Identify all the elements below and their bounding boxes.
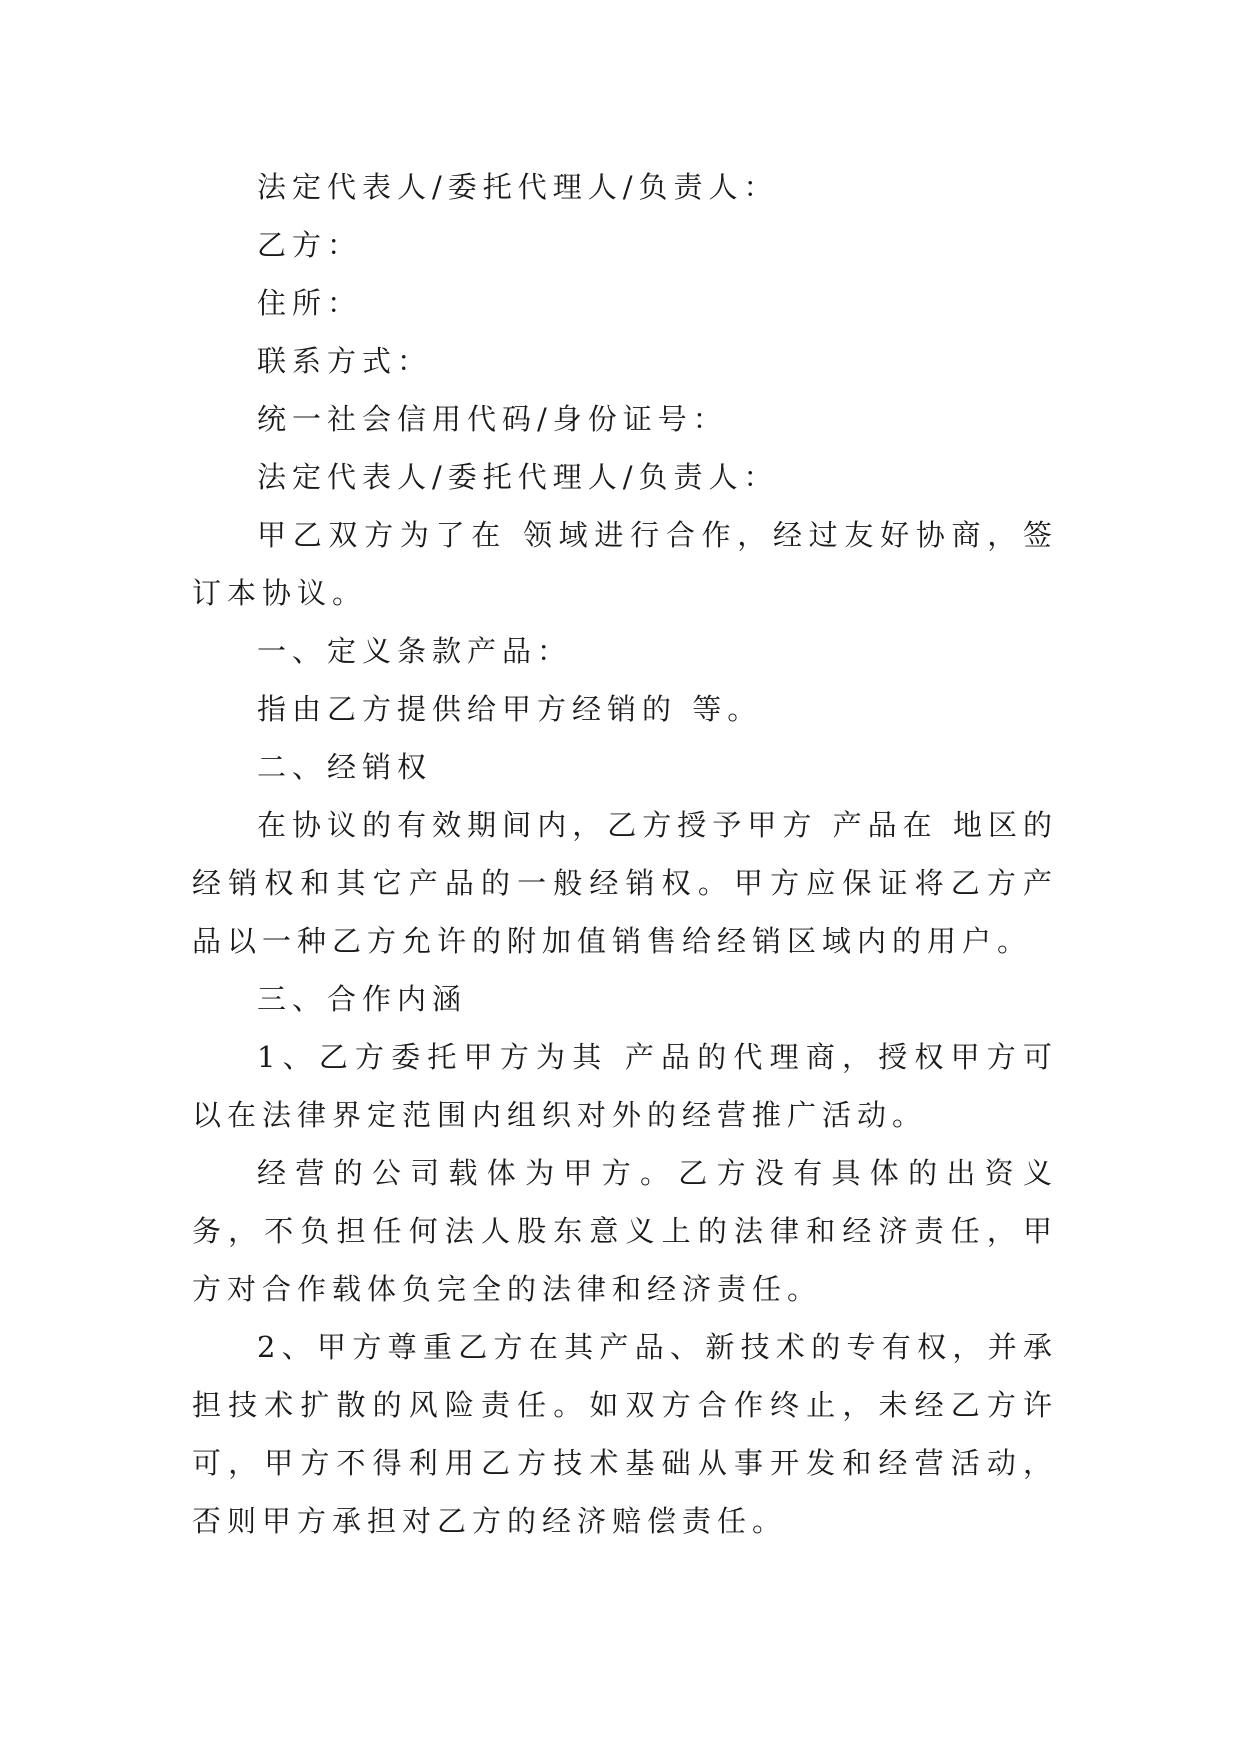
paragraph-legal-rep-a: 法定代表人/委托代理人/负责人：: [257, 170, 779, 204]
paragraph-distribution-rights: 在协议的有效期间内，乙方授予甲方 产品在 地区的经销权和其它产品的一般经销权。甲方应保证将乙方产品以一种乙方允许的附加值销售给经销区域内的用户。: [192, 808, 1058, 958]
section-heading-cooperation: 三、合作内涵: [257, 982, 468, 1016]
paragraph-preamble: 甲乙双方为了在 领域进行合作，经过友好协商，签订本协议。: [192, 518, 1058, 610]
paragraph-address: 住所：: [257, 286, 363, 320]
paragraph-product-definition: 指由乙方提供给甲方经销的 等。: [257, 692, 763, 726]
paragraph-cooperation-2: 2、甲方尊重乙方在其产品、新技术的专有权，并承担技术扩散的风险责任。如双方合作终止，未经乙方许可，甲方不得利用乙方技术基础从事开发和经营活动，否则甲方承担对乙方的经济赔偿责任。: [192, 1330, 1058, 1538]
paragraph-legal-rep-b: 法定代表人/委托代理人/负责人：: [257, 460, 779, 494]
section-heading-distribution-rights: 二、经销权: [257, 750, 433, 784]
document-body: [192, 158, 1058, 1550]
section-heading-definitions: 一、定义条款产品：: [257, 634, 573, 668]
paragraph-credit-code: 统一社会信用代码/身份证号：: [257, 402, 728, 436]
paragraph-contact: 联系方式：: [257, 344, 433, 378]
paragraph-party-b: 乙方：: [257, 228, 363, 262]
paragraph-business-carrier: 经营的公司载体为甲方。乙方没有具体的出资义务，不负担任何法人股东意义上的法律和经济责任，甲方对合作载体负完全的法律和经济责任。: [192, 1156, 1058, 1306]
paragraph-cooperation-1: 1、乙方委托甲方为其 产品的代理商，授权甲方可以在法律界定范围内组织对外的经营推广活动。: [192, 1040, 1058, 1132]
